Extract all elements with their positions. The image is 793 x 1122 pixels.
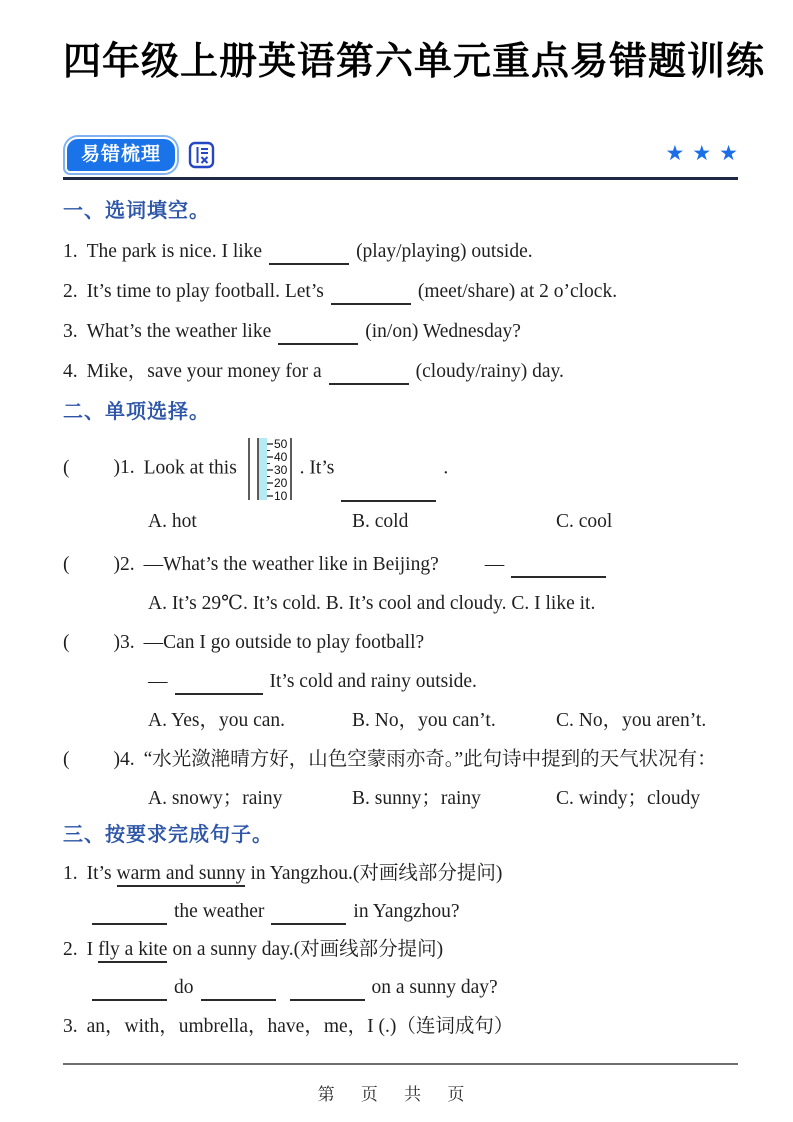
star-icon: ★ <box>719 141 738 166</box>
reply-dash: — <box>148 670 168 692</box>
answer-blank <box>92 904 167 924</box>
question-text-pre: What’s the weather like <box>86 320 272 342</box>
star-icon: ★ <box>692 141 712 166</box>
section-two-heading: 二、单项选择。 <box>63 400 210 423</box>
rewrite-question-1 <box>63 860 738 887</box>
worksheet-content <box>0 40 793 1040</box>
choice-options-row <box>148 508 738 535</box>
fillblank-question-4 <box>63 358 738 385</box>
question-text: —What’s the weather like in Beijing? <box>143 553 439 575</box>
rewrite-question-2 <box>63 936 738 963</box>
underlined-phrase: warm and sunny <box>117 863 246 887</box>
answer-blank <box>290 980 365 1000</box>
thermometer-scale-label: 10 <box>273 488 288 502</box>
question-text-pre: Look at this <box>143 457 237 479</box>
question-number: )4. <box>113 748 135 770</box>
question-text-pre: It’s time to play football. Let’s <box>86 280 324 302</box>
option-c: C. cool <box>556 510 613 532</box>
rewrite-question-3 <box>63 1013 738 1040</box>
question-number: 3. <box>63 320 78 342</box>
question-text-post: in Yangzhou.(对画线部分提问) <box>250 862 503 884</box>
reply-dash: — <box>484 553 505 575</box>
answer-text-post: on a sunny day? <box>371 976 498 998</box>
page-title: 四年级上册英语第六单元重点易错题训练 <box>63 41 766 83</box>
option-c: C. No，you aren’t. <box>556 709 707 731</box>
reply-text: It’s cold and rainy outside. <box>269 670 477 692</box>
thermometer-fill <box>259 438 267 500</box>
section-one-heading: 一、选词填空。 <box>63 199 210 222</box>
star-icon: ★ <box>665 141 685 166</box>
question-text-mid: . It’s <box>299 457 335 479</box>
answer-blank <box>331 284 411 304</box>
question-text-post: (in/on) Wednesday? <box>365 320 521 342</box>
choice-question-3-reply <box>148 668 738 695</box>
answer-paren-open: ( <box>63 553 70 575</box>
choice-question-2 <box>63 551 738 578</box>
rewrite-answer-line-2 <box>85 974 738 1001</box>
answer-text-mid: do <box>174 976 194 998</box>
answer-blank <box>329 364 409 384</box>
question-number: 2. <box>63 280 78 302</box>
answer-blank <box>269 244 349 264</box>
question-text-pre: It’s <box>86 862 112 884</box>
option-b: B. sunny；rainy <box>352 787 481 809</box>
choice-question-1 <box>63 436 738 502</box>
choice-options-row <box>148 590 738 617</box>
thermometer-scale-label: 40 <box>273 449 288 464</box>
thermometer-scale-label: 30 <box>273 462 288 477</box>
option-b: B. cold <box>352 510 409 532</box>
thermometer-scale-label: 20 <box>273 475 288 490</box>
question-text-post: on a sunny day.(对画线部分提问) <box>172 938 444 960</box>
question-number: )1. <box>113 457 135 479</box>
choice-options-row <box>148 707 738 734</box>
question-text: —Can I go outside to play football? <box>143 631 425 653</box>
answer-paren-open: ( <box>63 631 70 653</box>
choice-question-3 <box>63 629 738 656</box>
notebook-icon <box>188 141 215 174</box>
option-a: A. hot <box>148 510 197 532</box>
footer-divider <box>63 1063 738 1065</box>
question-number: )3. <box>113 631 135 653</box>
option-a: A. snowy；rainy <box>148 787 283 809</box>
footer-page-label: 第 页 共 页 <box>317 1085 476 1104</box>
question-text: an，with，umbrella，have，me，I (.)（连词成句） <box>86 1015 514 1037</box>
choice-question-4 <box>63 746 738 773</box>
question-number: 1. <box>63 862 78 884</box>
rating-stars <box>658 143 738 164</box>
error-review-badge <box>65 137 177 173</box>
fillblank-question-2 <box>63 278 738 305</box>
answer-text-post: in Yangzhou? <box>353 900 460 922</box>
option-c: C. windy；cloudy <box>556 787 701 809</box>
answer-blank <box>341 481 436 501</box>
question-number: 3. <box>63 1015 78 1037</box>
question-number: 1. <box>63 240 78 262</box>
thermometer-image <box>246 436 296 502</box>
question-number: )2. <box>113 553 135 575</box>
rewrite-answer-line-1 <box>85 898 738 925</box>
question-text-pre: The park is nice. I like <box>86 240 263 262</box>
answer-blank <box>511 557 606 577</box>
underlined-phrase: fly a kite <box>98 939 167 963</box>
answer-blank <box>175 674 263 694</box>
answer-blank <box>201 980 276 1000</box>
option-b: B. No，you can’t. <box>352 709 496 731</box>
question-text-end: . <box>443 457 449 479</box>
answer-blank <box>271 904 346 924</box>
choice-options-row <box>148 785 738 812</box>
fillblank-question-1 <box>63 238 738 265</box>
thermometer-scale-label: 50 <box>273 436 288 451</box>
question-text-post: (cloudy/rainy) day. <box>415 360 564 382</box>
option-a: A. Yes，you can. <box>148 709 286 731</box>
answer-paren-open: ( <box>63 457 70 479</box>
section-header-bar <box>63 137 738 180</box>
question-number: 2. <box>63 938 78 960</box>
section-three-heading: 三、按要求完成句子。 <box>63 823 273 846</box>
answer-blank <box>92 980 167 1000</box>
answer-text-mid: the weather <box>174 900 265 922</box>
answer-blank <box>278 324 358 344</box>
question-text-post: (meet/share) at 2 o’clock. <box>417 280 618 302</box>
question-text-pre: Mike，save your money for a <box>86 360 322 382</box>
question-text-pre: I <box>86 938 94 960</box>
fillblank-question-3 <box>63 318 738 345</box>
question-text-post: (play/playing) outside. <box>356 240 533 262</box>
question-text: “水光潋滟晴方好，山色空蒙雨亦奇。”此句诗中提到的天气状况有： <box>143 748 717 770</box>
answer-paren-open: ( <box>63 748 70 770</box>
question-number: 4. <box>63 360 78 382</box>
badge-label: 易错梳理 <box>81 143 162 165</box>
options-inline: A. It’s 29℃. It’s cold. B. It’s cool and cloudy. C. I like it. <box>148 592 596 614</box>
